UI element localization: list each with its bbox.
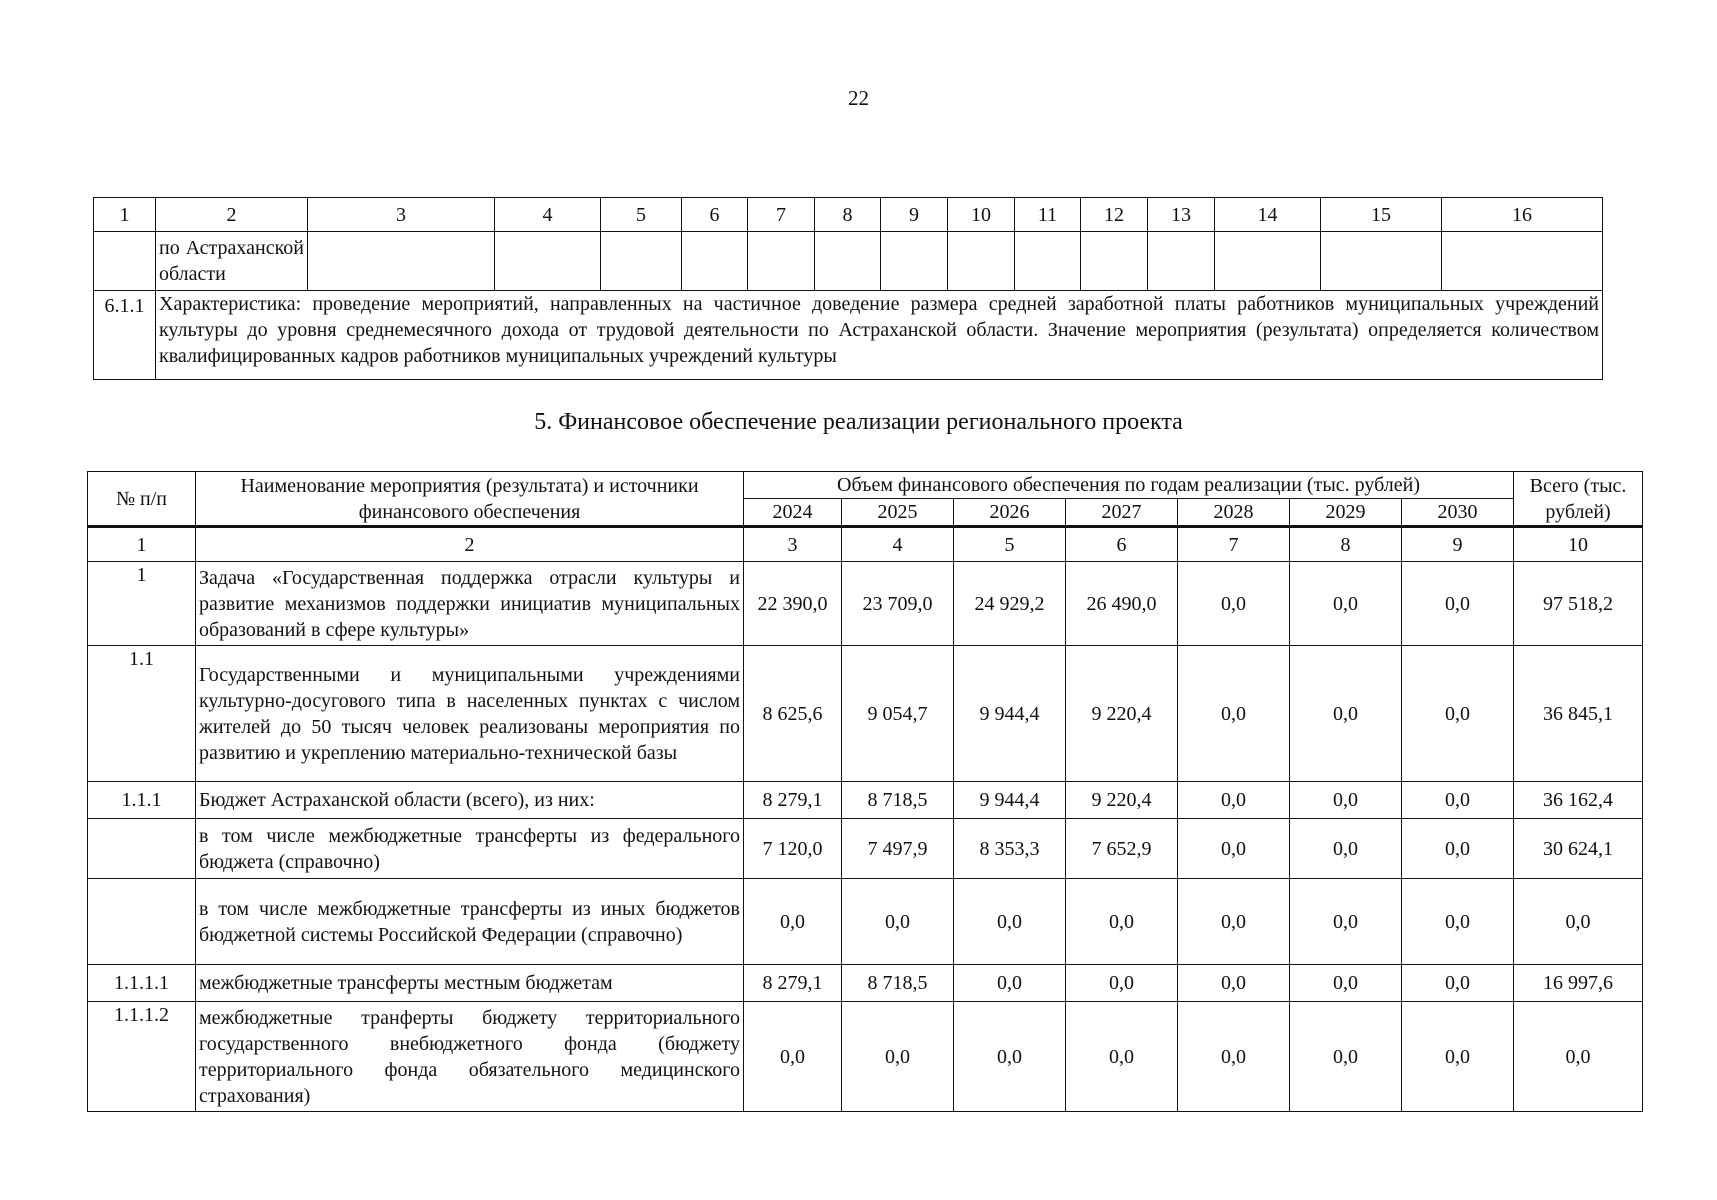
value-cell: 7 120,0 [744, 819, 842, 879]
total-cell: 30 624,1 [1514, 819, 1643, 879]
value-cell: 0,0 [1178, 646, 1290, 782]
empty-cell [1321, 232, 1442, 291]
value-cell: 9 054,7 [842, 646, 954, 782]
value-cell: 8 718,5 [842, 965, 954, 1002]
row-name: в том числе межбюджетные трансферты из федерального бюджета (справочно) [196, 819, 744, 879]
column-index: 10 [1514, 527, 1643, 562]
value-cell: 0,0 [1290, 646, 1402, 782]
value-cell: 0,0 [1178, 965, 1290, 1002]
row-name: Задача «Государственная поддержка отрасли культуры и развитие механизмов поддержки инициатив муниципальных образований в сфере культуры» [196, 562, 744, 646]
value-cell: 8 353,3 [954, 819, 1066, 879]
empty-cell [308, 232, 495, 291]
row-number: 1.1.1.1 [88, 965, 196, 1002]
value-cell: 0,0 [954, 1002, 1066, 1112]
column-number: 7 [748, 198, 815, 232]
continuation-table [93, 197, 1603, 380]
value-cell: 0,0 [1402, 562, 1514, 646]
page-number: 22 [848, 86, 869, 110]
finance-table [87, 471, 1643, 1112]
value-cell: 0,0 [1178, 879, 1290, 965]
row-number: 1 [88, 562, 196, 646]
value-cell: 26 490,0 [1066, 562, 1178, 646]
row-number: 6.1.1 [94, 291, 156, 380]
column-index: 9 [1402, 527, 1514, 562]
value-cell: 0,0 [954, 965, 1066, 1002]
column-index: 5 [954, 527, 1066, 562]
total-cell: 97 518,2 [1514, 562, 1643, 646]
table-row [94, 232, 1603, 291]
empty-cell [1148, 232, 1215, 291]
section-title: 5. Финансовое обеспечение реализации регионального проекта [534, 409, 1183, 435]
value-cell: 0,0 [744, 879, 842, 965]
characteristic-text: Характеристика: проведение мероприятий, направленных на частичное доведение размера средней заработной платы работников муниципальных учреждений культуры до уровня среднемесячного дохода от трудовой деятельности по Астраханской области. Значение мероприятия (результата) определяется количеством квалифицированных кадров работников муниципальных учреждений культуры [156, 291, 1603, 380]
value-cell: 0,0 [842, 879, 954, 965]
value-cell: 22 390,0 [744, 562, 842, 646]
column-index: 3 [744, 527, 842, 562]
column-number: 16 [1442, 198, 1603, 232]
total-cell: 0,0 [1514, 879, 1643, 965]
year-cell: 2029 [1290, 499, 1402, 527]
column-number: 2 [156, 198, 308, 232]
row-number [88, 879, 196, 965]
table-row [88, 819, 1643, 879]
value-cell: 7 497,9 [842, 819, 954, 879]
column-number: 12 [1081, 198, 1148, 232]
value-cell: 0,0 [1178, 562, 1290, 646]
year-cell: 2027 [1066, 499, 1178, 527]
empty-cell [815, 232, 881, 291]
value-cell: 0,0 [1178, 819, 1290, 879]
table-row [88, 1002, 1643, 1112]
value-cell: 0,0 [1066, 1002, 1178, 1112]
value-cell: 0,0 [744, 1002, 842, 1112]
year-cell: 2026 [954, 499, 1066, 527]
empty-cell [1015, 232, 1081, 291]
column-number: 11 [1015, 198, 1081, 232]
column-number: 1 [94, 198, 156, 232]
value-cell: 0,0 [1178, 1002, 1290, 1112]
value-cell: 0,0 [1402, 879, 1514, 965]
value-cell: 0,0 [1066, 965, 1178, 1002]
value-cell: 9 220,4 [1066, 782, 1178, 819]
column-index: 7 [1178, 527, 1290, 562]
year-cell: 2025 [842, 499, 954, 527]
empty-cell [1081, 232, 1148, 291]
column-number: 10 [948, 198, 1015, 232]
empty-cell [682, 232, 748, 291]
column-number: 9 [881, 198, 948, 232]
value-cell: 8 625,6 [744, 646, 842, 782]
value-cell: 0,0 [1402, 965, 1514, 1002]
column-number: 13 [1148, 198, 1215, 232]
empty-cell [1442, 232, 1603, 291]
empty-cell [495, 232, 601, 291]
value-cell: 0,0 [1290, 879, 1402, 965]
column-number-row [94, 198, 1603, 232]
column-number: 8 [815, 198, 881, 232]
value-cell: 0,0 [954, 879, 1066, 965]
value-cell: 0,0 [1290, 965, 1402, 1002]
table-row [88, 646, 1643, 782]
row-number: 1.1 [88, 646, 196, 782]
table-row [94, 291, 1603, 380]
column-index: 6 [1066, 527, 1178, 562]
row-name: межбюджетные трансферты местным бюджетам [196, 965, 744, 1002]
value-cell: 8 718,5 [842, 782, 954, 819]
header-num: № п/п [88, 472, 196, 527]
table-row [88, 965, 1643, 1002]
total-cell: 16 997,6 [1514, 965, 1643, 1002]
column-number: 6 [682, 198, 748, 232]
value-cell: 23 709,0 [842, 562, 954, 646]
column-index-row [88, 527, 1643, 562]
table-row [88, 782, 1643, 819]
column-number: 15 [1321, 198, 1442, 232]
empty-cell [748, 232, 815, 291]
year-cell: 2024 [744, 499, 842, 527]
column-index: 2 [196, 527, 744, 562]
value-cell: 0,0 [1290, 562, 1402, 646]
value-cell: 0,0 [1402, 782, 1514, 819]
value-cell: 0,0 [1066, 879, 1178, 965]
total-cell: 36 845,1 [1514, 646, 1643, 782]
column-number: 3 [308, 198, 495, 232]
column-number: 5 [601, 198, 682, 232]
header-total: Всего (тыс. рублей) [1514, 472, 1643, 527]
row-number [88, 819, 196, 879]
row-name: в том числе межбюджетные трансферты из иных бюджетов бюджетной системы Российской Федерации (справочно) [196, 879, 744, 965]
empty-cell [881, 232, 948, 291]
row-number: 1.1.1.2 [88, 1002, 196, 1112]
year-cell: 2030 [1402, 499, 1514, 527]
table-row [88, 562, 1643, 646]
row-name: межбюджетные транферты бюджету территориального государственного внебюджетного фонда (бюджету территориального фонда обязательного медицинского страхования) [196, 1002, 744, 1112]
value-cell: 8 279,1 [744, 782, 842, 819]
column-number: 14 [1215, 198, 1321, 232]
value-cell: 0,0 [842, 1002, 954, 1112]
value-cell: 9 944,4 [954, 646, 1066, 782]
value-cell: 7 652,9 [1066, 819, 1178, 879]
value-cell: 9 944,4 [954, 782, 1066, 819]
value-cell: 0,0 [1402, 1002, 1514, 1112]
empty-cell [601, 232, 682, 291]
value-cell: 0,0 [1290, 819, 1402, 879]
row-name: Бюджет Астраханской области (всего), из них: [196, 782, 744, 819]
empty-cell [94, 232, 156, 291]
total-cell: 0,0 [1514, 1002, 1643, 1112]
total-cell: 36 162,4 [1514, 782, 1643, 819]
value-cell: 0,0 [1178, 782, 1290, 819]
row-name: Государственными и муниципальными учреждениями культурно-досугового типа в населенных пунктах с числом жителей до 50 тысяч человек реализованы мероприятия по развитию и укреплению материально-технической базы [196, 646, 744, 782]
column-index: 1 [88, 527, 196, 562]
year-cell: 2028 [1178, 499, 1290, 527]
column-number: 4 [495, 198, 601, 232]
header-row [88, 472, 1643, 499]
region-label: по Астраханской области [156, 232, 308, 291]
value-cell: 0,0 [1402, 646, 1514, 782]
header-name: Наименование мероприятия (результата) и источники финансового обеспечения [196, 472, 744, 527]
column-index: 4 [842, 527, 954, 562]
row-number: 1.1.1 [88, 782, 196, 819]
value-cell: 0,0 [1290, 782, 1402, 819]
empty-cell [948, 232, 1015, 291]
column-index: 8 [1290, 527, 1402, 562]
value-cell: 0,0 [1290, 1002, 1402, 1112]
empty-cell [1215, 232, 1321, 291]
value-cell: 8 279,1 [744, 965, 842, 1002]
value-cell: 0,0 [1402, 819, 1514, 879]
table-row [88, 879, 1643, 965]
value-cell: 9 220,4 [1066, 646, 1178, 782]
header-volume: Объем финансового обеспечения по годам реализации (тыс. рублей) [744, 472, 1514, 499]
value-cell: 24 929,2 [954, 562, 1066, 646]
